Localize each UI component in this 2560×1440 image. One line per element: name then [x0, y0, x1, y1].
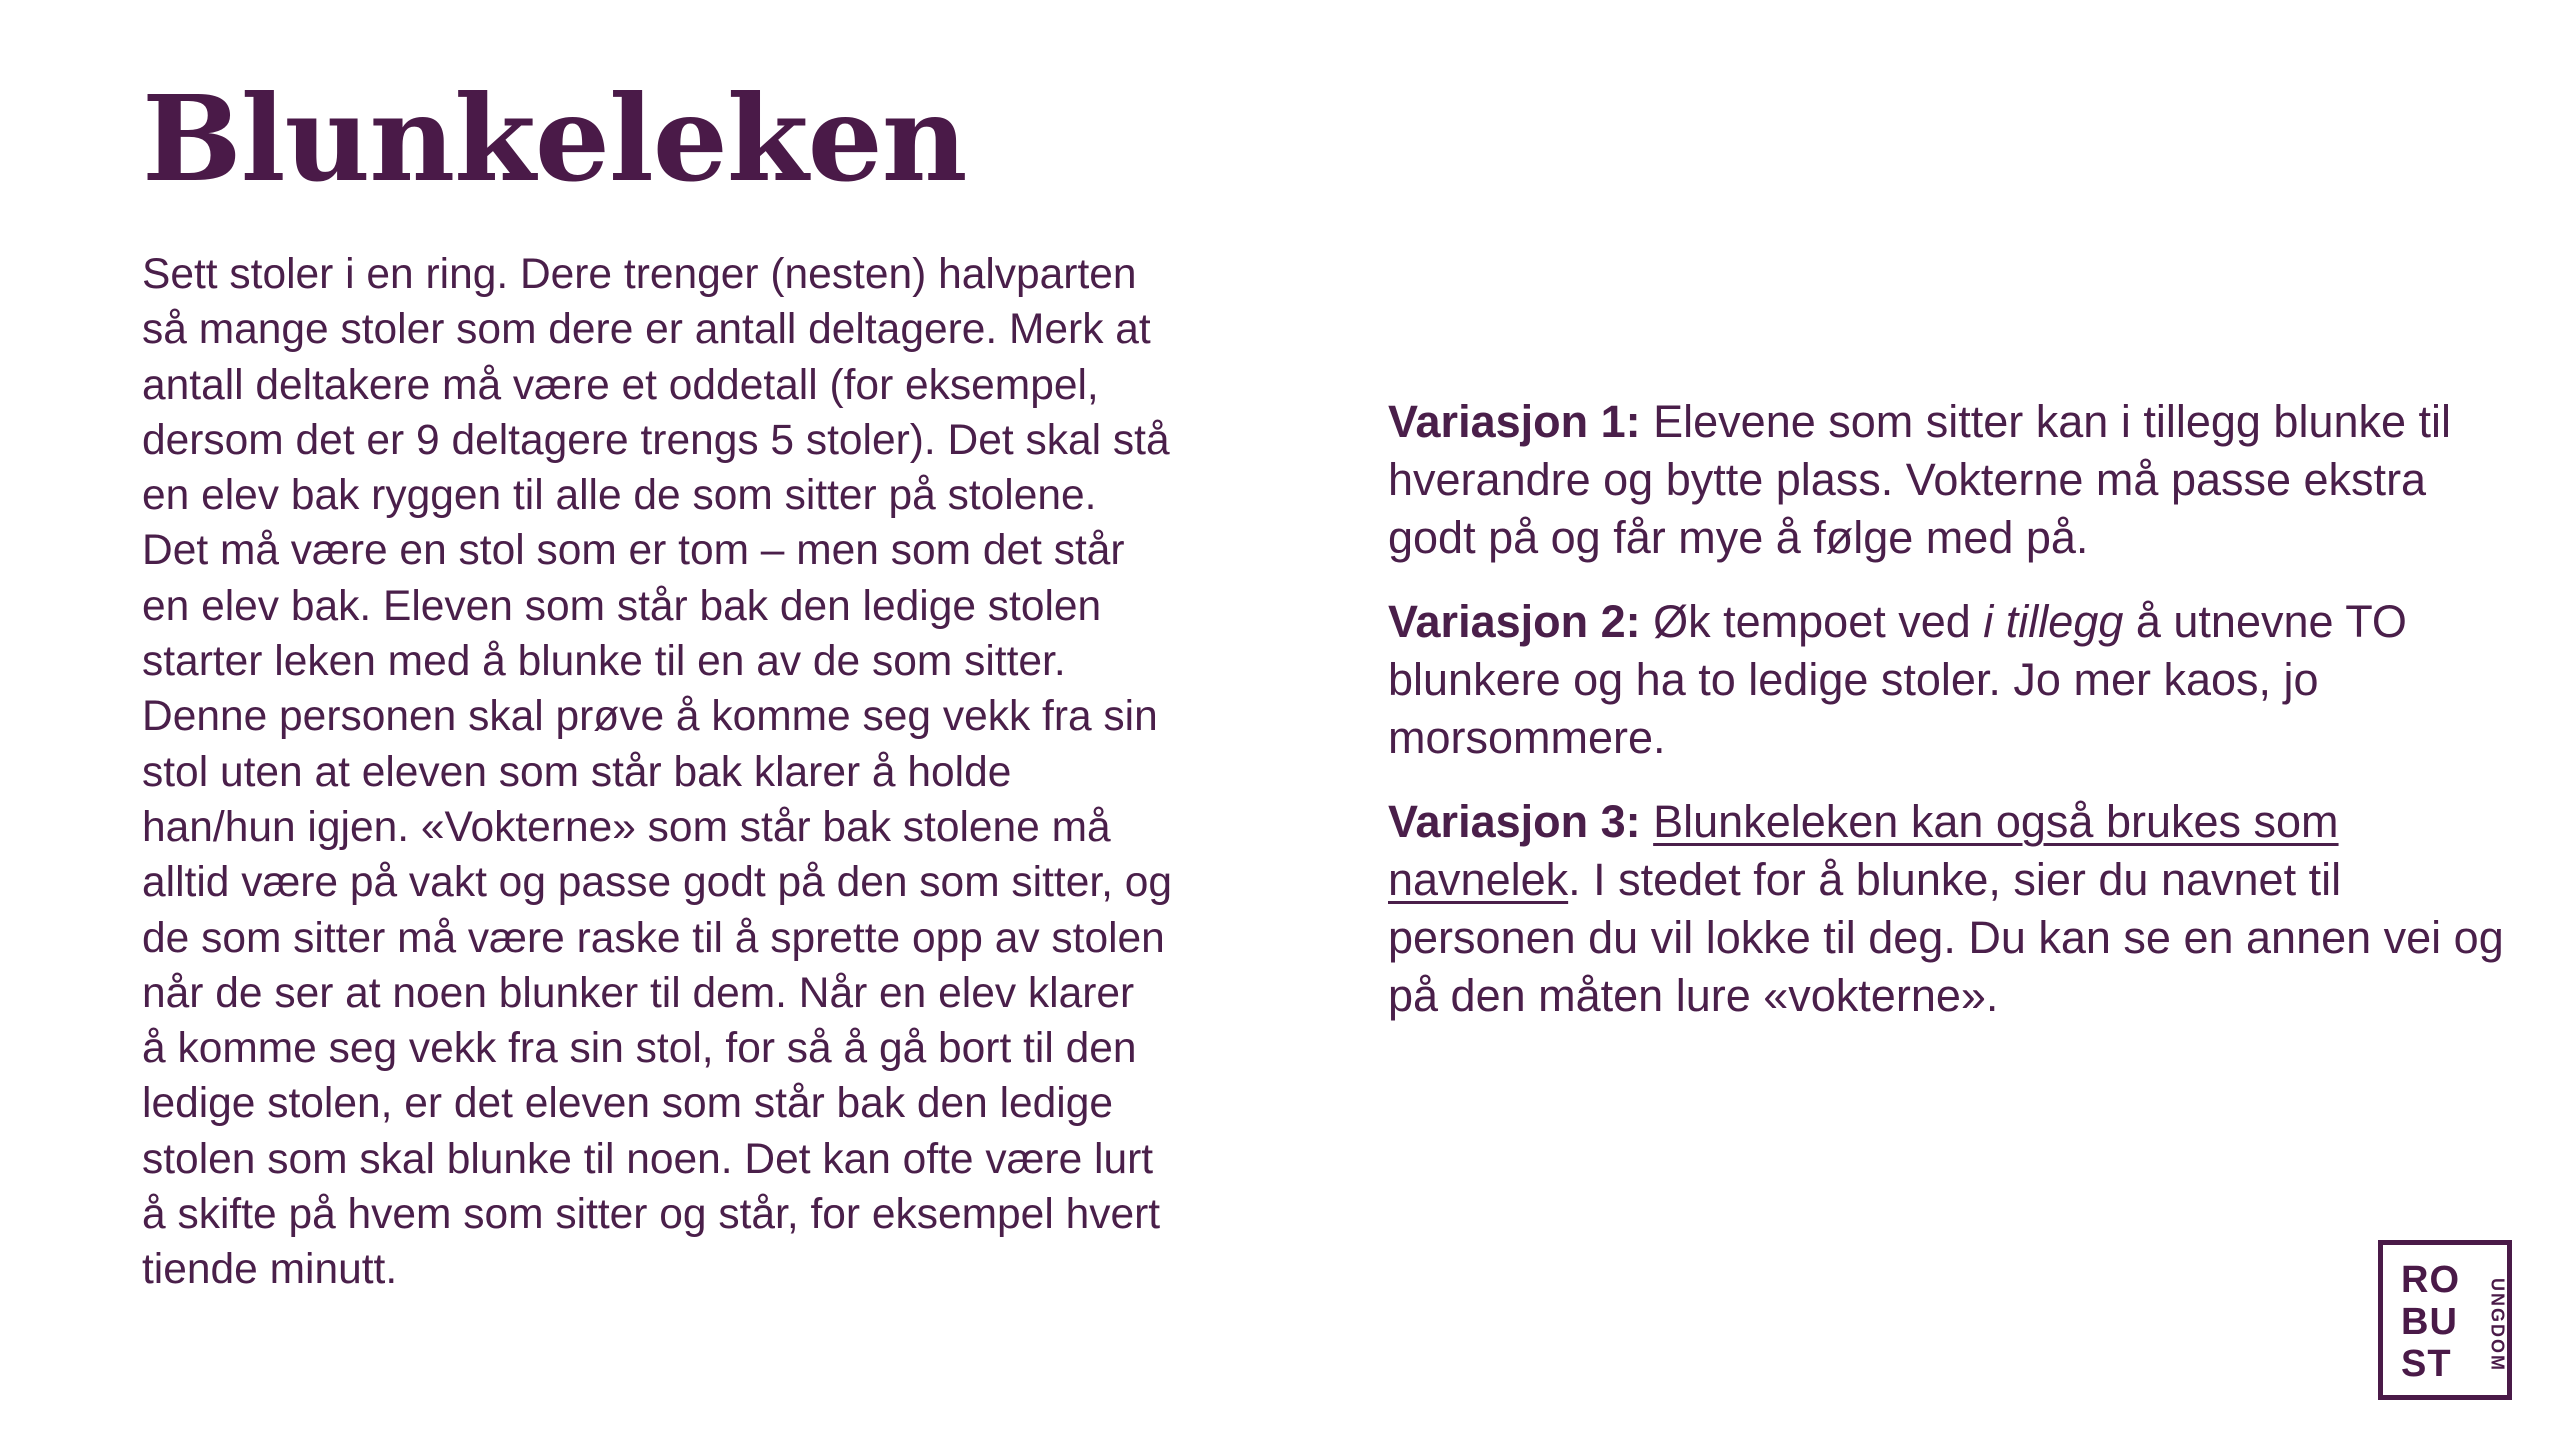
- description-line: når de ser at noen blunker til dem. Når en elev klarer: [142, 969, 1135, 1017]
- description-line: ledige stolen, er det eleven som står bak den ledige: [142, 1080, 1114, 1128]
- variation-3: [1388, 793, 2508, 1025]
- description-line: stol uten at eleven som står bak klarer å holde: [142, 748, 1012, 796]
- description-line: alltid være på vakt og passe godt på den som sitter, og: [142, 859, 1173, 907]
- logo-wordmark: [2401, 1259, 2460, 1385]
- robust-ungdom-logo: [2378, 1240, 2512, 1400]
- description-line: så mange stoler som dere er antall deltagere. Merk at: [142, 306, 1151, 354]
- variation-1-text: Elevene som sitter kan i tillegg blunke til hverandre og bytte plass. Vokterne må passe ekstra godt på og får mye å følge med på.: [1388, 396, 2452, 563]
- variation-2-label: Variasjon 2:: [1388, 596, 1641, 647]
- logo-line-1: RO: [2401, 1259, 2460, 1301]
- logo-line-2: BU: [2401, 1301, 2458, 1343]
- description-line: antall deltakere må være et oddetall (for eksempel,: [142, 361, 1099, 409]
- variation-2-text-before: Øk tempoet ved: [1640, 596, 1984, 647]
- description-line: Denne personen skal prøve å komme seg vekk fra sin: [142, 693, 1158, 741]
- description-line: dersom det er 9 deltagere trengs 5 stoler). Det skal stå: [142, 416, 1170, 464]
- description-line: Sett stoler i en ring. Dere trenger (nesten) halvparten: [142, 251, 1137, 298]
- variation-3-text-after: . I stedet for å blunke, sier du navnet til personen du vil lokke til deg. Du kan se en annen vei og på den måten lure «vokterne».: [1388, 854, 2504, 1021]
- logo-side-text: UNGDOM: [2487, 1278, 2508, 1372]
- description-text: [142, 247, 1292, 1298]
- description-line: de som sitter må være raske til å sprette opp av stolen: [142, 914, 1165, 962]
- description-line: å skifte på hvem som sitter og står, for eksempel hvert: [142, 1191, 1161, 1239]
- description-line: en elev bak. Eleven som står bak den ledige stolen: [142, 582, 1102, 630]
- variation-3-gap: [1641, 796, 1654, 847]
- description-line: starter leken med å blunke til en av de som sitter.: [142, 638, 1066, 686]
- page-title: Blunkeleken: [142, 69, 967, 208]
- description-line: han/hun igjen. «Vokterne» som står bak stolene må: [142, 803, 1111, 851]
- description-line: å komme seg vekk fra sin stol, for så å gå bort til den: [142, 1025, 1137, 1073]
- variation-3-underlined: Blunkeleken kan også brukes som navnelek: [1388, 796, 2339, 905]
- description-line: en elev bak ryggen til alle de som sitter på stolene.: [142, 472, 1097, 520]
- variation-1: [1388, 393, 2508, 567]
- variation-2: [1388, 593, 2508, 767]
- variation-2-text-after: å utnevne TO blunkere og ha to ledige stoler. Jo mer kaos, jo morsommere.: [1388, 596, 2407, 763]
- logo-line-3: ST: [2401, 1343, 2452, 1385]
- description-line: tiende minutt.: [142, 1246, 398, 1294]
- variations-list: [1388, 393, 2508, 1051]
- description-line: Det må være en stol som er tom – men som det står: [142, 527, 1125, 575]
- variation-1-label: Variasjon 1:: [1388, 396, 1641, 447]
- description-line: stolen som skal blunke til noen. Det kan ofte være lurt: [142, 1135, 1154, 1183]
- variation-3-label: Variasjon 3:: [1388, 796, 1641, 847]
- variation-2-italic: i tillegg: [1983, 596, 2124, 647]
